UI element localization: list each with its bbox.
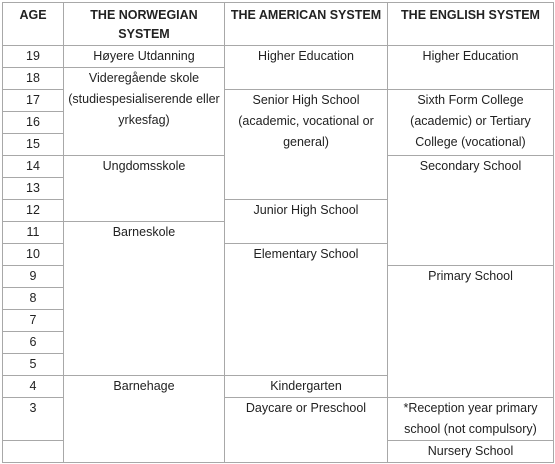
age-cell: 11 [3, 222, 64, 244]
english-sixth-form: Sixth Form College (academic) or Tertiary College (vocational) [388, 90, 554, 156]
english-primary: Primary School [388, 266, 554, 398]
american-higher-education: Higher Education [225, 46, 388, 90]
age-cell: 16 [3, 112, 64, 134]
american-senior-high: Senior High School (academic, vocational or general) [225, 90, 388, 200]
age-cell [3, 441, 64, 463]
norwegian-kindergarten: Barnehage [64, 376, 225, 463]
norwegian-higher-education: Høyere Utdanning [64, 46, 225, 68]
norwegian-upper-secondary: Videregående skole (studiespesialiserende eller yrkesfag) [64, 68, 225, 156]
age-cell: 8 [3, 288, 64, 310]
age-cell: 3 [3, 398, 64, 441]
english-reception-year: *Reception year primary school (not compulsory) [388, 398, 554, 441]
norwegian-lower-secondary: Ungdomsskole [64, 156, 225, 222]
age-cell: 6 [3, 332, 64, 354]
age-cell: 14 [3, 156, 64, 178]
english-secondary: Secondary School [388, 156, 554, 266]
age-cell: 13 [3, 178, 64, 200]
english-header: THE ENGLISH SYSTEM [388, 3, 554, 46]
age-cell: 9 [3, 266, 64, 288]
american-elementary: Elementary School [225, 244, 388, 376]
age-cell: 19 [3, 46, 64, 68]
american-header: THE AMERICAN SYSTEM [225, 3, 388, 46]
english-higher-education: Higher Education [388, 46, 554, 90]
american-kindergarten: Kindergarten [225, 376, 388, 398]
english-nursery: Nursery School [388, 441, 554, 463]
education-systems-table [2, 2, 554, 463]
age-cell: 12 [3, 200, 64, 222]
age-cell: 18 [3, 68, 64, 90]
american-junior-high: Junior High School [225, 200, 388, 244]
table-row [3, 46, 554, 68]
age-cell: 17 [3, 90, 64, 112]
age-cell: 4 [3, 376, 64, 398]
age-header: AGE [3, 3, 64, 46]
age-cell: 5 [3, 354, 64, 376]
age-cell: 10 [3, 244, 64, 266]
header-row [3, 3, 554, 46]
age-cell: 7 [3, 310, 64, 332]
age-cell: 15 [3, 134, 64, 156]
american-daycare-preschool: Daycare or Preschool [225, 398, 388, 463]
norwegian-primary: Barneskole [64, 222, 225, 376]
norwegian-header: THE NORWEGIAN SYSTEM [64, 3, 225, 46]
